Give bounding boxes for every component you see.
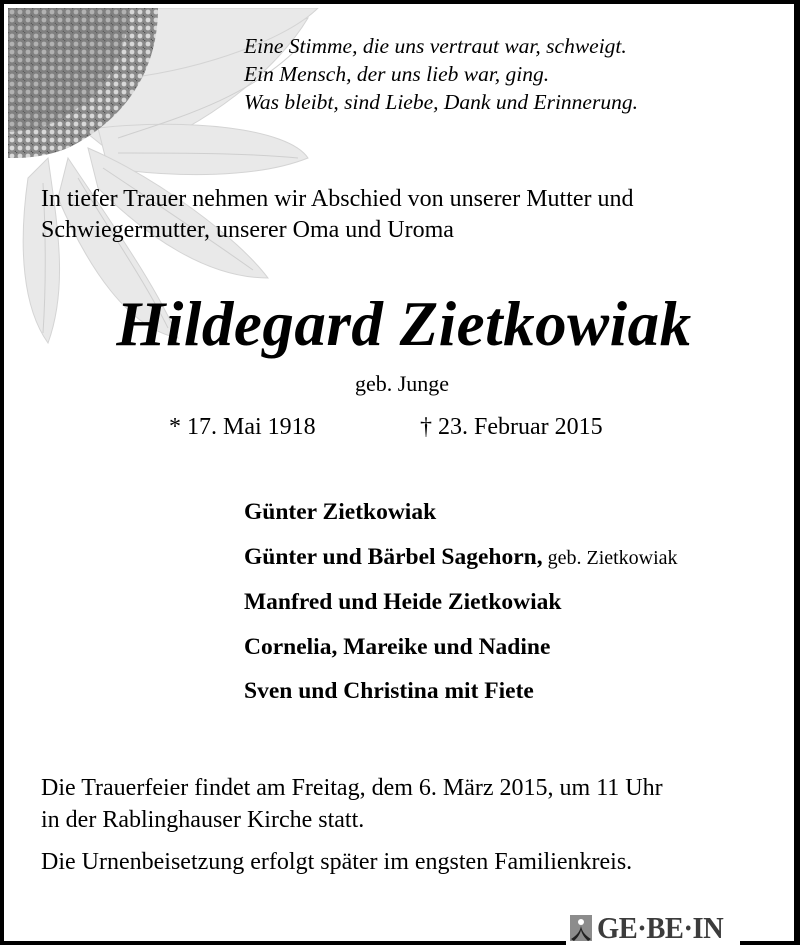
- mourner-entry: [244, 669, 678, 714]
- funeral-service-info: [41, 772, 663, 836]
- mourner-name: Manfred und Heide Zietkowiak: [244, 589, 562, 615]
- mourner-entry: [244, 580, 678, 625]
- service-line: Die Trauerfeier findet am Freitag, dem 6. März 2015, um 11 Uhr: [41, 775, 663, 801]
- mourner-name: Cornelia, Mareike und Nadine: [244, 633, 551, 660]
- memorial-verse: [244, 32, 638, 116]
- mourners-list: [244, 490, 678, 714]
- mourner-entry: [244, 625, 678, 670]
- death-date: † 23. Februar 2015: [420, 414, 603, 440]
- birth-name: geb. Junge: [354, 371, 450, 396]
- gebein-logo-icon: [570, 915, 592, 941]
- intro-line: Schwiegermutter, unserer Oma und Uroma: [41, 217, 454, 243]
- mourner-name: Sven und Christina mit Fiete: [244, 678, 534, 704]
- mourner-name: Günter und Bärbel Sagehorn,: [244, 543, 543, 570]
- verse-line: Ein Mensch, der uns lieb war, ging.: [244, 62, 550, 86]
- mourner-entry: [244, 535, 678, 581]
- mourner-note: geb. Zietkowiak: [542, 546, 678, 569]
- mourner-entry: [244, 490, 678, 535]
- intro-text: [41, 184, 634, 246]
- burial-info: Die Urnenbeisetzung erfolgt später im engsten Familienkreis.: [41, 849, 633, 875]
- deceased-name: Hildegard Zietkowiak: [116, 289, 692, 359]
- intro-line: In tiefer Trauer nehmen wir Abschied von unserer Mutter und: [41, 186, 634, 212]
- verse-line: Eine Stimme, die uns vertraut war, schweigt.: [244, 34, 627, 58]
- publisher-name: GE·BE·IN: [597, 910, 724, 945]
- mourner-name: Günter Zietkowiak: [244, 499, 437, 525]
- publisher-logo: [566, 911, 740, 945]
- birth-date: * 17. Mai 1918: [169, 414, 316, 440]
- service-line: in der Rablinghauser Kirche statt.: [41, 807, 365, 833]
- verse-line: Was bleibt, sind Liebe, Dank und Erinnerung.: [244, 90, 638, 114]
